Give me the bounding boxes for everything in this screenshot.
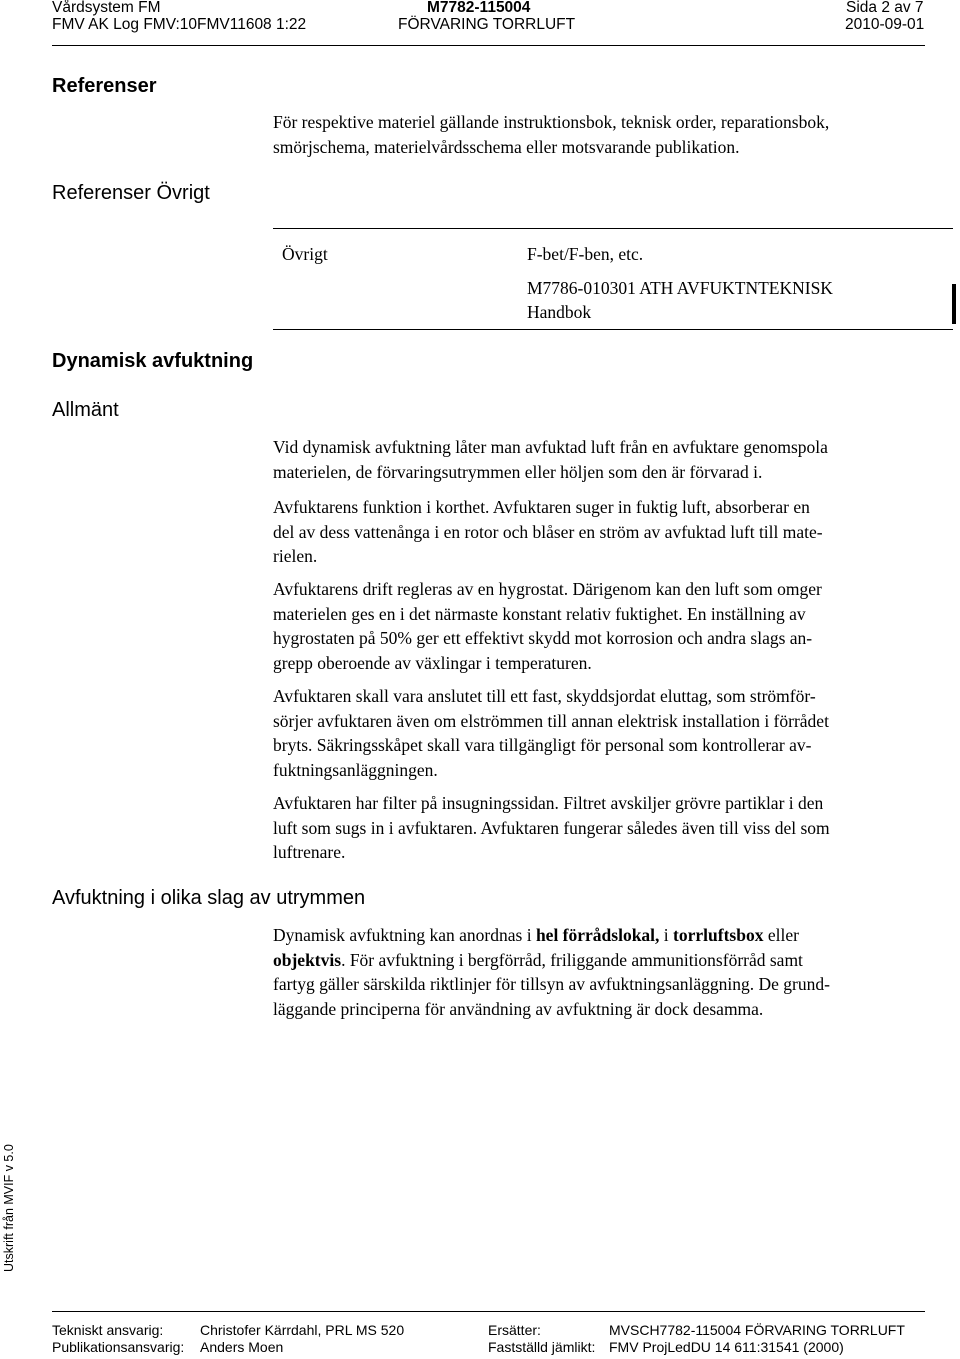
paragraph-3 <box>273 577 822 675</box>
change-bar <box>952 284 956 324</box>
text-line: luftrenare. <box>273 842 346 862</box>
text-line: materielen, de förvaringsutrymmen eller höljen som den är förvarad i. <box>273 461 763 482</box>
table-col-fbet: F-bet/F-ben, etc. <box>527 244 644 264</box>
emphasis-torrluftsbox: torrluftsbox <box>673 925 764 945</box>
header-system: Vårdsystem FM <box>52 0 161 16</box>
section-heading-dynamisk: Dynamisk avfuktning <box>52 350 254 372</box>
footer-tekniskt-value: Christofer Kärrdahl, PRL MS 520 <box>200 1322 405 1338</box>
paragraph-4 <box>273 684 829 782</box>
emphasis-objektvis: objektvis <box>273 949 342 970</box>
text-line: bryts. Säkringsskåpet skall vara tillgängligt för personal som kontrollerar av- <box>273 735 812 755</box>
section-heading-referenser-ovrigt: Referenser Övrigt <box>52 182 210 204</box>
header-page: Sida 2 av 7 <box>846 0 924 16</box>
footer-publ-label: Publikationsansvarig: <box>52 1339 185 1355</box>
side-note: Utskrift från MVIF v 5.0 <box>2 1144 16 1272</box>
header-rule <box>52 45 925 46</box>
header-log: FMV AK Log FMV:10FMV11608 1:22 <box>52 16 307 33</box>
footer-tekniskt-label: Tekniskt ansvarig: <box>52 1322 164 1338</box>
text-line: materielen ges en i det närmaste konstant relativ fuktighet. En inställning av <box>273 603 806 624</box>
text-line <box>273 923 830 948</box>
text-run: i <box>659 925 674 945</box>
text-line: För respektive materiel gällande instruktionsbok, teknisk order, reparationsbok, <box>273 112 830 132</box>
text-line: rielen. <box>273 546 318 566</box>
section-heading-referenser: Referenser <box>52 75 157 97</box>
text-line: smörjschema, materielvårdsschema eller motsvarande publikation. <box>273 136 740 157</box>
footer-rule <box>52 1311 925 1312</box>
referenser-text <box>273 110 829 159</box>
subheading-allmant: Allmänt <box>52 399 119 421</box>
text-line: luft som sugs in i avfuktaren. Avfuktaren fungerar således även till viss del som <box>273 817 830 838</box>
text-line: fartyg gäller särskilda riktlinjer för tillsyn av avfuktningsanläggning. De grund- <box>273 974 830 994</box>
paragraph-1 <box>273 435 828 484</box>
subheading-utrymmen: Avfuktning i olika slag av utrymmen <box>52 887 366 909</box>
paragraph-5 <box>273 791 830 865</box>
text-line: Avfuktaren skall vara anslutet till ett fast, skyddsjordat eluttag, som strömför- <box>273 686 816 706</box>
text-run: . För avfuktning i bergförråd, friliggande ammunitionsförråd samt <box>341 949 803 970</box>
footer-publ-value: Anders Moen <box>200 1339 284 1355</box>
text-run: eller <box>763 925 799 945</box>
text-run: Dynamisk avfuktning kan anordnas i <box>273 925 536 945</box>
footer-ersatter-label: Ersätter: <box>488 1322 541 1338</box>
table-ref-type: Handbok <box>527 302 592 322</box>
text-line: fuktningsanläggningen. <box>273 759 438 780</box>
header-date: 2010-09-01 <box>845 16 925 33</box>
table-bottom-rule <box>273 329 953 330</box>
table-top-rule <box>273 228 953 229</box>
footer-faststalld-label: Fastställd jämlikt: <box>488 1339 596 1355</box>
text-line: del av dess vattenånga i en rotor och blåser en ström av avfuktad luft till mate- <box>273 521 823 542</box>
paragraph-2 <box>273 495 823 569</box>
text-line: grepp oberoende av växlingar i temperaturen. <box>273 652 592 673</box>
footer-ersatter-value: MVSCH7782-115004 FÖRVARING TORRLUFT <box>609 1322 905 1338</box>
text-line: Avfuktaren har filter på insugningssidan. Filtret avskiljer grövre partiklar i den <box>273 793 824 813</box>
text-line: Vid dynamisk avfuktning låter man avfuktad luft från en avfuktare genomspola <box>273 437 828 457</box>
footer-faststalld-value: FMV ProjLedDU 14 611:31541 (2000) <box>609 1339 844 1355</box>
paragraph-utrymmen <box>273 923 830 1021</box>
text-line: hygrostaten på 50% ger ett effektivt skydd mot korrosion och andra slags an- <box>273 628 813 648</box>
text-line: läggande principerna för användning av avfuktning är dock desamma. <box>273 998 764 1019</box>
table-col-ovrigt: Övrigt <box>282 244 328 264</box>
header-title: FÖRVARING TORRLUFT <box>398 16 576 33</box>
text-line: Avfuktarens funktion i korthet. Avfuktaren suger in fuktig luft, absorberar en <box>273 497 810 517</box>
text-line: Avfuktarens drift regleras av en hygrostat. Därigenom kan den luft som omger <box>273 579 822 599</box>
header-doc-id: M7782-115004 <box>427 0 531 16</box>
text-line: sörjer avfuktaren även om elströmmen till annan elektrisk installation i förrådet <box>273 710 829 731</box>
text-line <box>273 948 830 973</box>
table-ref-code: M7786-010301 ATH AVFUKTNTEKNISK <box>527 278 833 298</box>
emphasis-hel-forradslokal: hel förrådslokal, <box>535 925 660 945</box>
